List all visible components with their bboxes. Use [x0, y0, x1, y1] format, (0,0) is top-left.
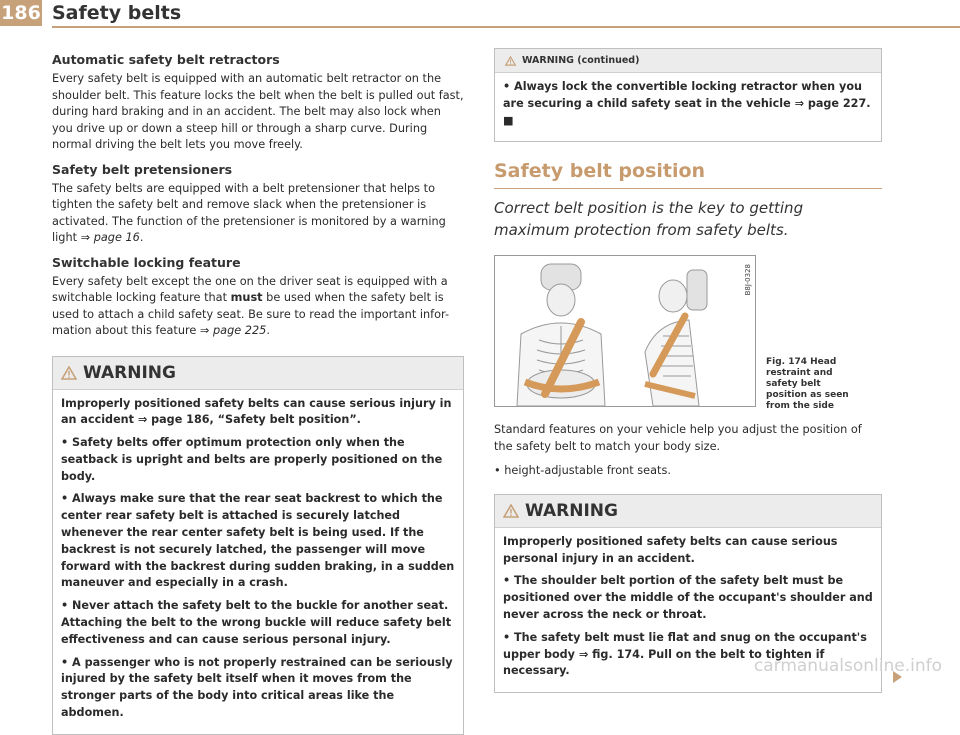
page-ref-link[interactable]: page 225 [212, 324, 267, 337]
lead-paragraph: Correct belt position is the key to getting maximum protection from safety belts. [494, 199, 804, 240]
warning-paragraph: • The safety belt must lie flat and snug on the occupant's upper body ⇒ fig. 174. Pull on the belt to tighten if necessary. [503, 630, 867, 678]
right-column [494, 48, 882, 693]
warning-box-left [52, 356, 464, 735]
page-number: 186 [1, 2, 41, 24]
section-text-locking: Every safety belt except the one on the driver seat is equipped with a switchable locking feature that must be used when the safety belt is used to attach a child safety seat. Be sure to read the important infor-mation about this feature ⇒ page 225. [52, 274, 450, 337]
warning-paragraph: • Always lock the convertible locking retractor when you are securing a child safety seat in the vehicle ⇒ page 227. ■ [503, 80, 871, 127]
running-title: Safety belts [52, 2, 182, 24]
warning-continued-title: WARNING (continued) [522, 55, 640, 66]
section-rule [494, 188, 882, 189]
watermark: carmanualsonline.info [753, 656, 942, 676]
belt-position-illustration [495, 256, 755, 406]
warning-body [53, 390, 463, 734]
warning-header [495, 495, 881, 528]
warning-paragraph: • Always make sure that the rear seat backrest to which the center rear safety belt is attached is securely latched whenever the rear center safety belt is being used. If the backrest is not securely latched, the passenger will move forward with the backrest during sudden braking, in a sudden maneuver and especially in a crash. [61, 492, 455, 590]
left-column [52, 48, 464, 735]
warning-header [53, 357, 463, 390]
warning-title: WARNING [525, 500, 618, 521]
warning-paragraph: • A passenger who is not properly restrained can be seriously injured by the safety belt itself when it moves from the stronger parts of the body into critical areas like the abdomen. [61, 655, 453, 720]
warning-paragraph: • The shoulder belt portion of the safety belt must be positioned over the middle of the occupant's shoulder and never across the neck or throat. [503, 574, 873, 622]
figure-code: B8J-0328 [744, 264, 752, 296]
warning-continued-body [495, 73, 881, 141]
section-text-pretensioners: The safety belts are equipped with a belt pretensioner that helps to tighten the safety belt and remove slack when the pretensioner is activated. The function of the pretensioner is monitored by a warning light ⇒ page 16. [52, 181, 446, 244]
section-title: Safety belt position [494, 160, 706, 183]
warning-paragraph: • Never attach the safety belt to the buckle for another seat. Attaching the belt to the wrong buckle will reduce safety belt effectiveness and can cause serious personal injury. [61, 599, 452, 646]
bullet-item: • height-adjustable front seats. [494, 464, 671, 478]
page-ref-link[interactable]: page 16 [93, 231, 140, 244]
warning-paragraph: • Safety belts offer optimum protection only when the seatback is upright and belts are properly positioned on the body. [61, 436, 443, 483]
header-rule [52, 26, 960, 28]
section-heading-pretensioners: Safety belt pretensioners [52, 161, 233, 177]
section-text-retractors: Every safety belt is equipped with an automatic belt retractor on the shoulder belt. This feature locks the belt when the belt is pulled out fast, during hard braking and in an accident. The belt may also lock when you drive up or down a steep hill or through a sharp curve. During normal driving the belt lets you move freely. [52, 72, 464, 151]
warning-title: WARNING [83, 362, 176, 383]
warning-paragraph: Improperly positioned safety belts can cause serious injury in an accident ⇒ page 186, “Safety belt position”. [61, 396, 452, 427]
figure-caption: Fig. 174 Head restraint and safety belt position as seen from the side [766, 357, 849, 412]
figure-174 [494, 255, 756, 407]
warning-triangle-icon [503, 504, 519, 518]
section-heading-locking: Switchable locking feature [52, 254, 241, 270]
warning-continued-header [495, 49, 881, 73]
section-heading-retractors: Automatic safety belt retractors [52, 52, 280, 67]
figure-row [494, 255, 882, 412]
warning-triangle-icon [505, 56, 516, 66]
body-paragraph: Standard features on your vehicle help you adjust the position of the safety belt to match your body size. [494, 423, 862, 453]
warning-triangle-icon [61, 366, 77, 380]
warning-paragraph: Improperly positioned safety belts can cause serious personal injury in an accident. [503, 534, 838, 565]
warning-box-continued [494, 48, 882, 142]
